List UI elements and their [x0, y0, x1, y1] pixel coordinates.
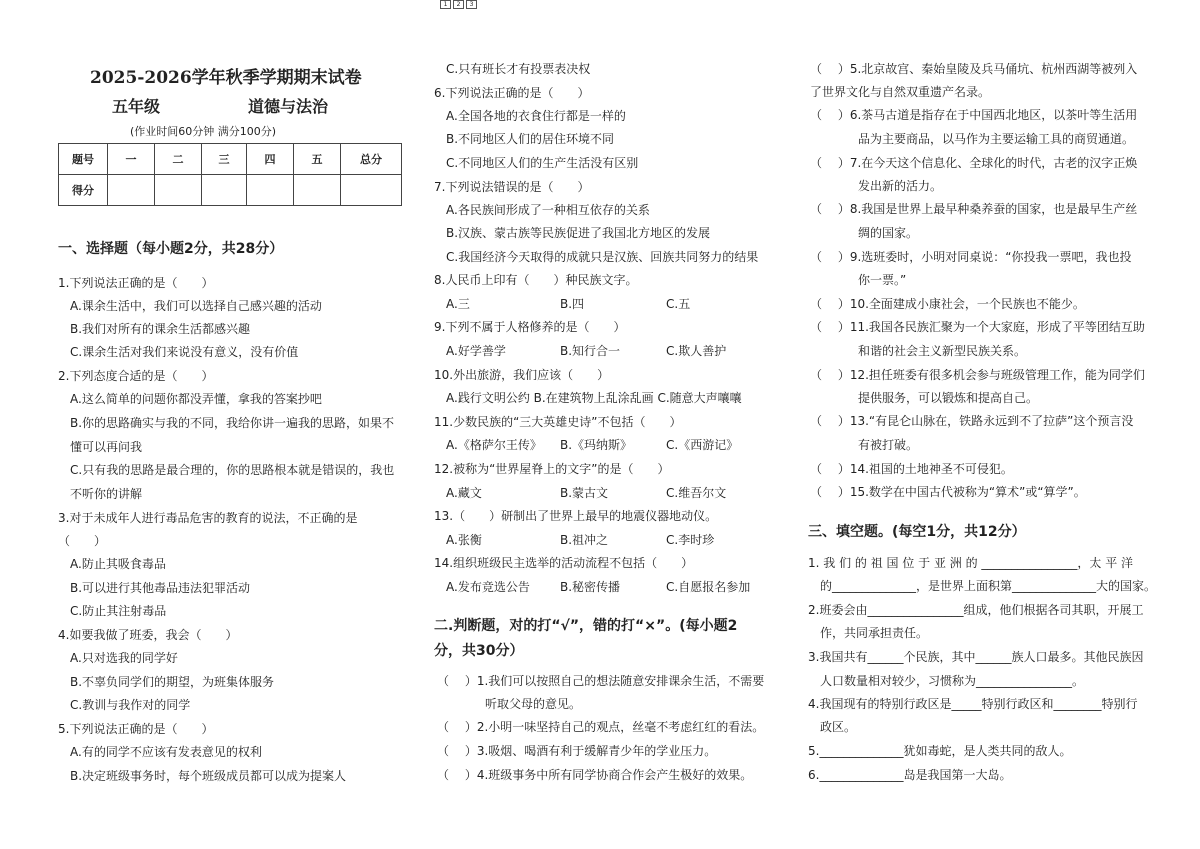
judgement-line: 和谐的社会主义新型民族关系。 — [810, 344, 1027, 358]
judgement-line: 提供服务，可以锻炼和提高自己。 — [810, 391, 1039, 405]
q13: 13.（ ）研制出了世界上最早的地震仪器地动仪。 — [434, 509, 718, 523]
score-header-cell: 题号 — [59, 144, 108, 175]
option-line: B.不同地区人们的居住环境不同 — [446, 132, 615, 146]
q9-option-a: A.好学善学 — [446, 344, 506, 358]
option-line: 懂可以再问我 — [70, 440, 143, 454]
fill-blank-line: 4.我国现有的特别行政区是_____特别行政区和________特别行 — [808, 697, 1138, 711]
judgement-line: （ ）3.吸烟、喝酒有利于缓解青少年的学业压力。 — [437, 744, 717, 758]
score-header-cell: 四 — [247, 144, 294, 175]
question-line: 5.下列说法正确的是（ ） — [58, 722, 214, 736]
judgement-line: （ ）1.我们可以按照自己的想法随意安排课余生活，不需要 — [437, 674, 765, 688]
question-line: 8.人民币上印有（ ）种民族文字。 — [434, 273, 638, 287]
q14-option-a: A.发布竞选公告 — [446, 580, 530, 594]
judgement-line: （ ）9.选班委时，小明对同桌说：“你投我一票吧，我也投 — [810, 250, 1132, 264]
question-line: 2.下列态度合适的是（ ） — [58, 369, 214, 383]
option-line: 不听你的讲解 — [70, 487, 143, 501]
judgement-line: （ ）6.茶马古道是指存在于中国西北地区，以茶叶等生活用 — [810, 108, 1138, 122]
judgement-line: 品为主要商品，以马作为主要运输工具的商贸通道。 — [810, 132, 1135, 146]
q14-option-c: C.自愿报名参加 — [666, 580, 751, 594]
score-header-cell: 三 — [202, 144, 247, 175]
q9-option-c: C.欺人善护 — [666, 344, 727, 358]
q11: 11.少数民族的“三大英雄史诗”不包括（ ） — [434, 415, 682, 429]
page-icon[interactable]: 1 — [440, 0, 451, 9]
fill-blank-line: 的______________，是世界上面积第______________大的国家。 — [820, 579, 1157, 593]
q11-option-a: A.《格萨尔王传》 — [446, 438, 542, 452]
judgement-line: 绸的国家。 — [810, 226, 919, 240]
q13-option-b: B.祖冲之 — [560, 533, 609, 547]
judgement-line: （ ）10.全面建成小康社会，一个民族也不能少。 — [810, 297, 1085, 311]
option-line: A.这么简单的问题你都没弄懂，拿我的答案抄吧 — [70, 392, 322, 406]
option-line: B.决定班级事务时，每个班级成员都可以成为提案人 — [70, 769, 347, 783]
section-1-heading: 一、选择题（每小题2分，共28分） — [58, 241, 284, 257]
option-line: B.不辜负同学们的期望，为班集体服务 — [70, 675, 275, 689]
option-line: B.我们对所有的课余生活都感兴趣 — [70, 322, 251, 336]
score-cell[interactable] — [108, 175, 155, 206]
fill-blank-line: 3.我国共有______个民族，其中______族人口最多。其他民族因 — [808, 650, 1144, 664]
subject-label: 道德与法治 — [248, 97, 329, 116]
option-line: C.课余生活对我们来说没有意义，没有价值 — [70, 345, 299, 359]
judgement-line: （ ）2.小明一味坚持自己的观点，丝毫不考虑红红的看法。 — [437, 720, 765, 734]
grade-label: 五年级 — [112, 97, 161, 116]
score-row-label: 得分 — [59, 175, 108, 206]
score-header-cell: 二 — [155, 144, 202, 175]
section-2-heading-cont: 分，共30分） — [434, 643, 524, 659]
question-line: 6.下列说法正确的是（ ） — [434, 86, 590, 100]
option-line: A.课余生活中，我们可以选择自己感兴趣的活动 — [70, 299, 322, 313]
option-line: A.有的同学不应该有发表意见的权利 — [70, 745, 262, 759]
judgement-line: （ ）15.数学在中国古代被称为“算术”或“算学”。 — [810, 485, 1086, 499]
q8-option-a: A.三 — [446, 297, 470, 311]
judgement-line: （ ）5.北京故宫、秦始皇陵及兵马俑坑、杭州西湖等被列入 — [810, 62, 1138, 76]
exam-title: 2025-2026学年秋季学期期末试卷 — [90, 68, 362, 88]
judgement-line: （ ）13.“有昆仑山脉在，铁路永远到不了拉萨”这个预言没 — [810, 414, 1134, 428]
q9-option-b: B.知行合一 — [560, 344, 621, 358]
option-line: C.只有我的思路是最合理的，你的思路根本就是错误的，我也 — [70, 463, 395, 477]
question-line: 3.对于未成年人进行毒品危害的教育的说法，不正确的是 — [58, 511, 358, 525]
option-line: B.可以进行其他毒品违法犯罪活动 — [70, 581, 251, 595]
score-cell[interactable] — [202, 175, 247, 206]
q12-option-c: C.维吾尔文 — [666, 486, 727, 500]
judgement-line: 了世界文化与自然双重遗产名录。 — [810, 85, 991, 99]
q13-option-c: C.李时珍 — [666, 533, 715, 547]
judgement-line: （ ）7.在今天这个信息化、全球化的时代，古老的汉字正焕 — [810, 156, 1138, 170]
fill-blank-line: 人口数量相对较少，习惯称为________________。 — [820, 674, 1085, 688]
fill-blank-line: 1. 我 们 的 祖 国 位 于 亚 洲 的 ________________，太 平 洋 — [808, 556, 1134, 570]
option-line: C.只有班长才有投票表决权 — [446, 62, 591, 76]
option-line: A.防止其吸食毒品 — [70, 557, 166, 571]
option-line: B.汉族、蒙古族等民族促进了我国北方地区的发展 — [446, 226, 711, 240]
q14-option-b: B.秘密传播 — [560, 580, 621, 594]
q12: 12.被称为“世界屋脊上的文字”的是（ ） — [434, 462, 670, 476]
judgement-line: 听取父母的意见。 — [437, 697, 582, 711]
fill-blank-line: 作，共同承担责任。 — [820, 626, 929, 640]
score-cell[interactable] — [294, 175, 341, 206]
option-line: A.各民族间形成了一种相互依存的关系 — [446, 203, 650, 217]
judgement-line: 发出新的活力。 — [810, 179, 943, 193]
judgement-line: （ ）8.我国是世界上最早种桑养蚕的国家，也是最早生产丝 — [810, 202, 1138, 216]
q12-option-b: B.蒙古文 — [560, 486, 609, 500]
q11-option-b: B.《玛纳斯》 — [560, 438, 633, 452]
judgement-line: 有被打破。 — [810, 438, 919, 452]
score-header-cell: 五 — [294, 144, 341, 175]
score-cell[interactable] — [155, 175, 202, 206]
judgement-line: （ ）14.祖国的土地神圣不可侵犯。 — [810, 462, 1013, 476]
option-line: C.不同地区人们的生产生活没有区别 — [446, 156, 639, 170]
option-line: B.你的思路确实与我的不同，我给你讲一遍我的思路，如果不 — [70, 416, 395, 430]
fill-blank-line: 2.班委会由________________组成，他们根据各司其职，开展工 — [808, 603, 1144, 617]
q10: 10.外出旅游，我们应该（ ） — [434, 368, 610, 382]
section-3-heading: 三、填空题。(每空1分，共12分） — [808, 524, 1026, 540]
option-line: C.教训与我作对的同学 — [70, 698, 191, 712]
q8-option-b: B.四 — [560, 297, 585, 311]
question-line: 7.下列说法错误的是（ ） — [434, 180, 590, 194]
q10-options: A.践行文明公约 B.在建筑物上乱涂乱画 C.随意大声嚷嚷 — [446, 391, 742, 405]
judgement-line: 你一票。” — [810, 273, 907, 287]
q9: 9.下列不属于人格修养的是（ ） — [434, 320, 626, 334]
option-line: A.只对选我的同学好 — [70, 651, 178, 665]
question-line: 4.如要我做了班委，我会（ ） — [58, 628, 238, 642]
question-line: （ ） — [58, 534, 107, 548]
score-cell[interactable] — [247, 175, 294, 206]
exam-note: (作业时间60分钟 满分100分) — [130, 125, 277, 138]
option-line: C.防止其注射毒品 — [70, 604, 167, 618]
q13-option-a: A.张衡 — [446, 533, 482, 547]
judgement-line: （ ）11.我国各民族汇聚为一个大家庭，形成了平等团结互助 — [810, 320, 1145, 334]
option-line: C.我国经济今天取得的成就只是汉族、回族共同努力的结果 — [446, 250, 759, 264]
question-line: 1.下列说法正确的是（ ） — [58, 276, 214, 290]
judgement-line: （ ）4.班级事务中所有同学协商合作会产生极好的效果。 — [437, 768, 753, 782]
score-table — [58, 143, 402, 206]
score-header-cell: 总分 — [341, 144, 402, 175]
fill-blank-line: 5.______________犹如毒蛇，是人类共同的敌人。 — [808, 744, 1072, 758]
option-line: A.全国各地的衣食住行都是一样的 — [446, 109, 626, 123]
fill-blank-line: 6.______________岛是我国第一大岛。 — [808, 768, 1012, 782]
score-cell[interactable] — [341, 175, 402, 206]
q12-option-a: A.藏文 — [446, 486, 482, 500]
page-icon[interactable]: 3 — [466, 0, 477, 9]
q8-option-c: C.五 — [666, 297, 691, 311]
fill-blank-line: 政区。 — [820, 720, 857, 734]
judgement-line: （ ）12.担任班委有很多机会参与班级管理工作，能为同学们 — [810, 368, 1145, 382]
page-icon[interactable]: 2 — [453, 0, 464, 9]
section-2-heading: 二.判断题，对的打“√”，错的打“×”。(每小题2 — [434, 618, 738, 634]
score-header-cell: 一 — [108, 144, 155, 175]
q11-option-c: C.《西游记》 — [666, 438, 739, 452]
q14: 14.组织班级民主选举的活动流程不包括（ ） — [434, 556, 694, 570]
page-nav-icons[interactable] — [440, 0, 477, 9]
